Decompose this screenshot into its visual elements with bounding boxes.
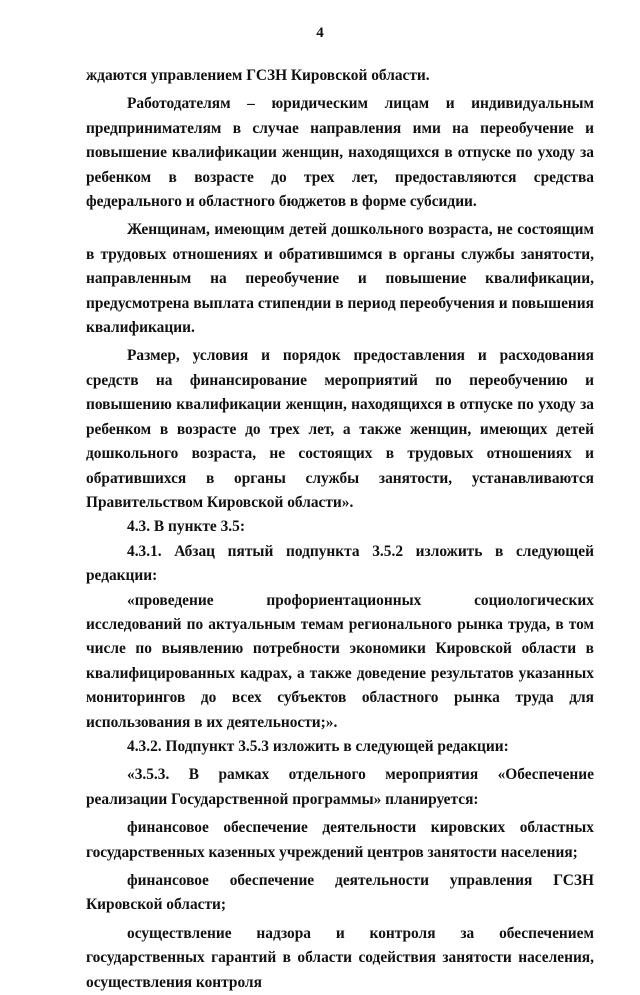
paragraph-continuation: ждаются управлением ГСЗН Кировской области. [86,67,430,84]
paragraph-item-4-3: 4.3. В пункте 3.5: [127,518,245,536]
paragraph-item-3-5-3: «3.5.3. В рамках отдельного мероприятия «Обеспечение реализации Государственной программы» планируется: [86,766,594,808]
paragraph-item-4-3-2: 4.3.2. Подпункт 3.5.3 изложить в следующей редакции: [127,737,509,755]
paragraph-quote-research: «проведение профориентационных социологических исследований по актуальным темам регионального рынка труда, в том числе по выявлению потребности экономики Кировской области в квалифицированных кадрах, а также доведение результатов указанных мониторингов до всех субъектов областного рынка труда для использования в их деятельности;». [86,591,594,731]
paragraph-item-4-3-1: 4.3.1. Абзац пятый подпункта 3.5.2 изложить в следующей редакции: [86,542,594,585]
paragraph-size-conditions: Размер, условия и порядок предоставления и расходования средств на финансирование мероприятий по переобучению и повышению квалификации женщин, находящихся в отпуске по уходу за ребенком в возрасте до трех лет, а также женщин, имеющих детей дошкольного возраста, не состоящих в трудовых отношениях и обратившихся в органы службы занятости, устанавливаются Правительством Кировской области». [86,347,594,511]
paragraph-women-preschool: Женщинам, имеющим детей дошкольного возраста, не состоящим в трудовых отношениях и обратившимся в органы службы занятости, направленным на переобучение и повышение квалификации, предусмотрена выплата стипендии в период переобучения и повышения квалификации. [86,221,594,337]
paragraph-supervision: осуществление надзора и контроля за обеспечением государственных гарантий в области содействия занятости населения, осуществления контроля [86,924,594,991]
page-number: 4 [316,25,324,41]
paragraph-funding-gszn: финансовое обеспечение деятельности управления ГСЗН Кировской области; [86,872,594,914]
document-body [86,64,594,995]
paragraph-employers: Работодателям – юридическим лицам и индивидуальным предпринимателям в случае направления ими на переобучение и повышение квалификации женщин, находящихся в отпуске по уходу за ребенком в возрасте до трех лет, предоставляются средства федерального и областного бюджетов в форме субсидии. [86,95,594,211]
paragraph-funding-centers: финансовое обеспечение деятельности кировских областных государственных казенных учреждений центров занятости населения; [86,819,594,861]
